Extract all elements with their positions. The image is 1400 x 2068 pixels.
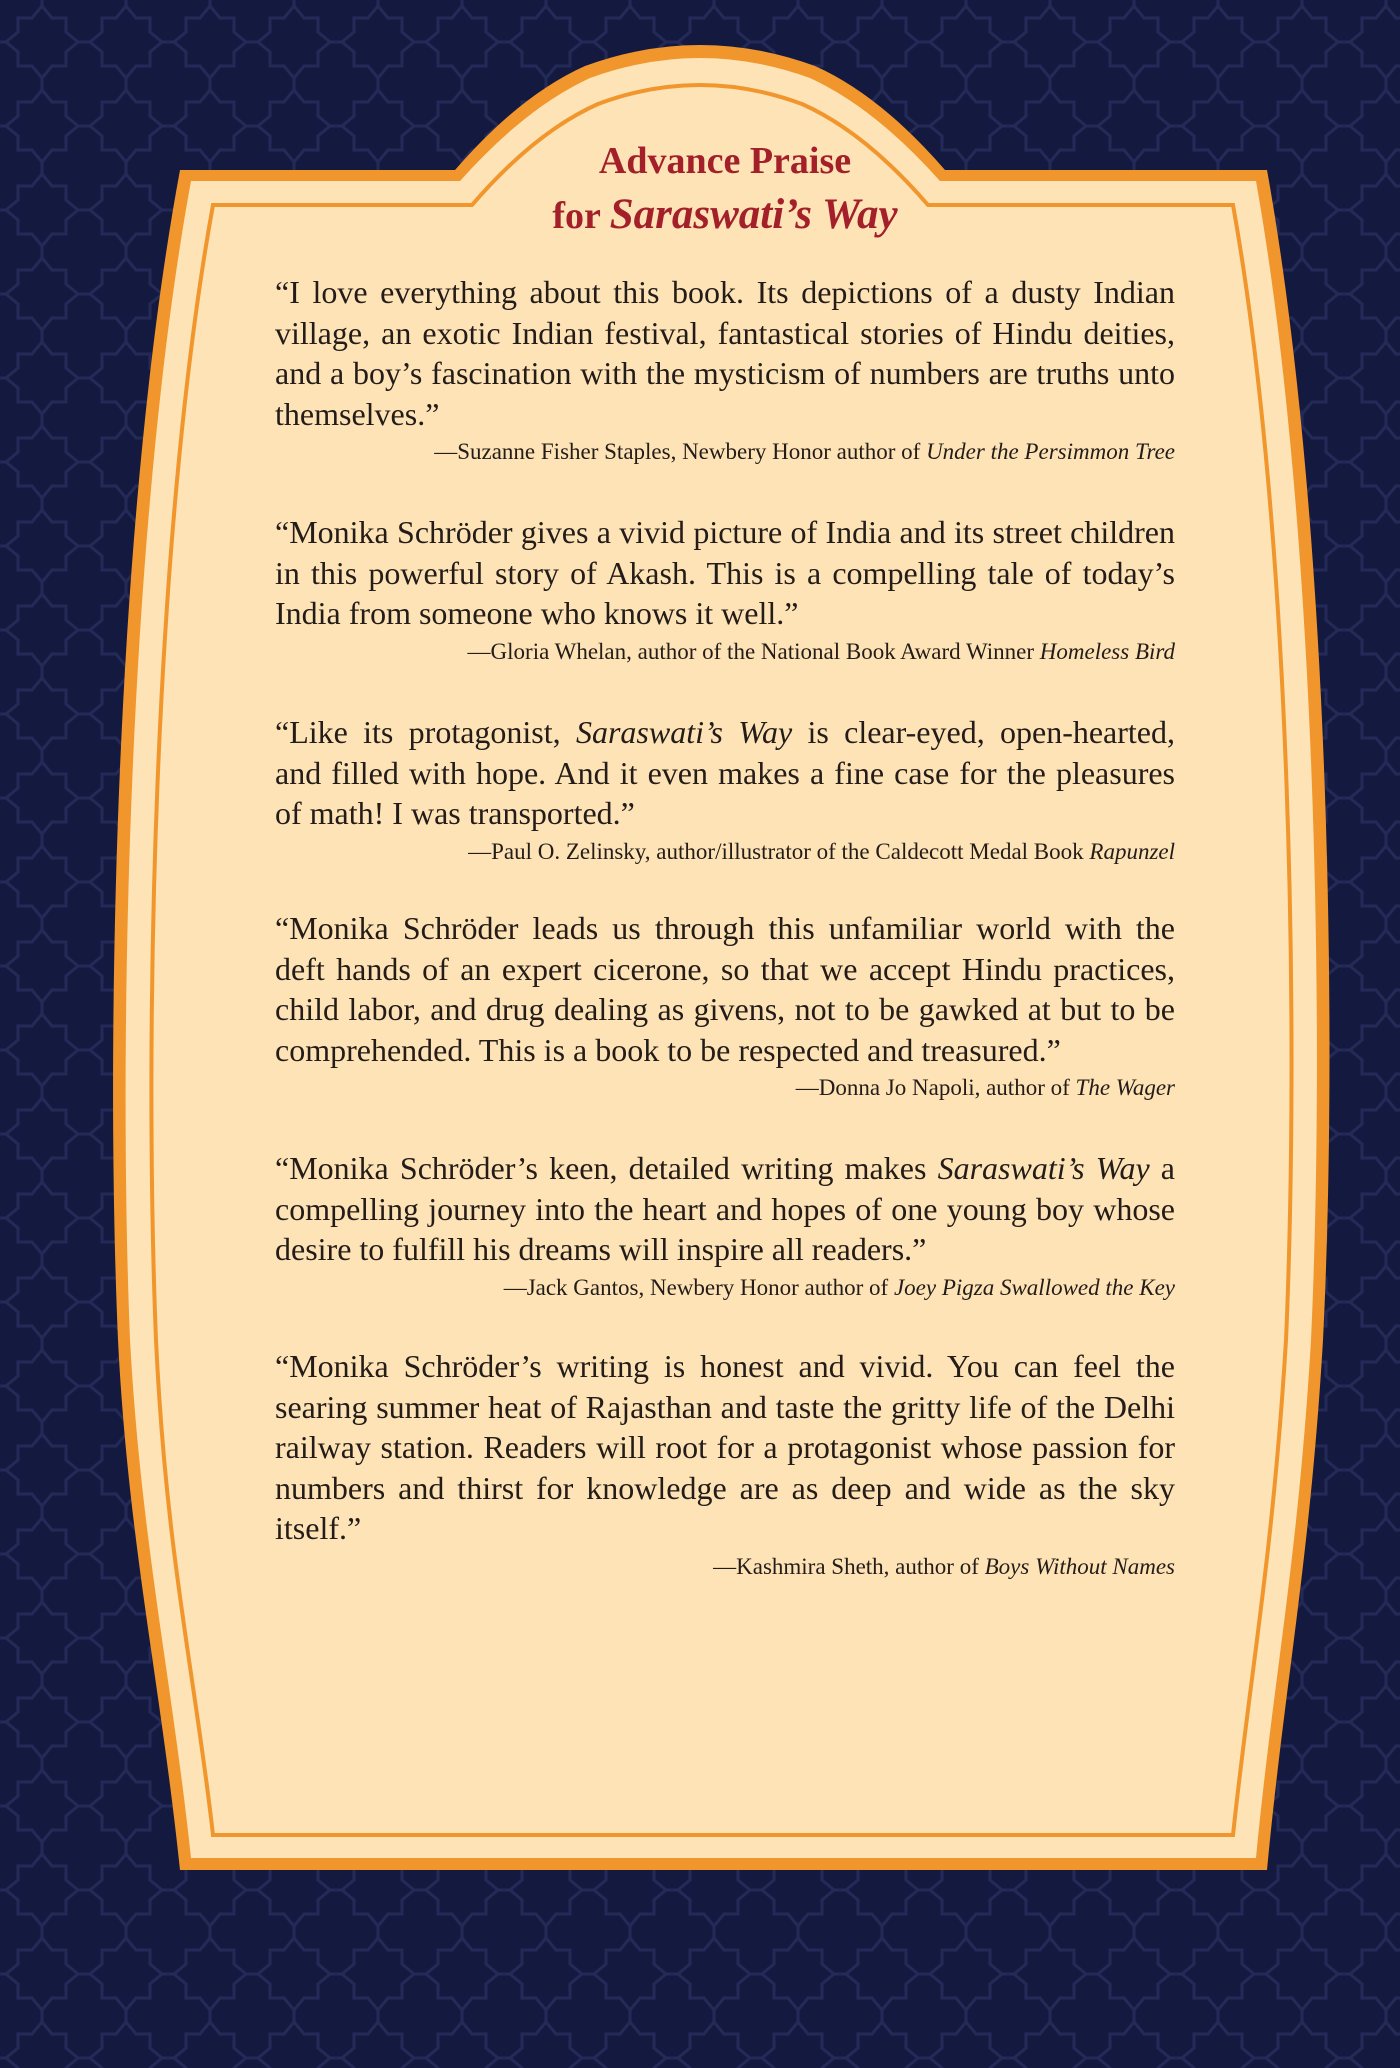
attribution-work: Rapunzel [1089,838,1175,864]
attribution-prefix: —Jack Gantos, Newbery Honor author of [503,1274,894,1300]
header-line1: Advance Praise [598,140,852,182]
quote-text: “I love everything about this book. Its depictions of a dusty Indian village, an exotic Indian festival, fantastical stories of Hindu deities, and a boy’s fascination with the mysticism of numbers are truths unto themselves.” [275,274,1175,432]
attribution-work: The Wager [1075,1075,1175,1100]
quote-text: “Monika Schröder leads us through this unfamiliar world with the deft hands of an expert cicerone, so that we accept Hindu practices, child labor, and drug dealing as givens, not to be gawked at but to be comprehended. This is a book to be respected and treasured.” [275,910,1175,1068]
quote-block-1 [275,272,1175,467]
quote-text [275,712,1175,834]
quote-text-italic: Saraswati’s Way [575,714,793,750]
quote-attribution [275,637,1175,667]
header-line2-prefix: for [552,195,610,237]
quote-text-after: a compelling journey into the heart and hopes of one young boy whose desire to fulfill his dreams will inspire all readers.” [275,1150,1176,1267]
quote-attribution [275,437,1175,467]
praise-content [275,0,1175,2068]
attribution-work: Homeless Bird [1039,638,1175,664]
attribution-work: Joey Pigza Swallowed the Key [893,1274,1175,1300]
attribution-prefix: —Gloria Whelan, author of the National Book Award Winner [467,638,1040,664]
quote-block-4 [275,908,1175,1103]
quote-text-before: “Like its protagonist, [275,714,576,750]
attribution-prefix: —Paul O. Zelinsky, author/illustrator of the Caldecott Medal Book [468,838,1090,864]
quote-text-italic: Saraswati’s Way [937,1150,1150,1186]
quote-attribution [275,1073,1175,1103]
quote-block-6 [275,1346,1175,1582]
attribution-prefix: —Donna Jo Napoli, author of [795,1075,1076,1100]
attribution-prefix: —Kashmira Sheth, author of [713,1553,985,1579]
quote-block-2 [275,512,1175,667]
quote-block-5 [275,1148,1175,1303]
attribution-prefix: —Suzanne Fisher Staples, Newbery Honor author of [434,439,927,464]
header-line2 [275,188,1175,243]
attribution-work: Under the Persimmon Tree [926,439,1175,464]
quote-text-after: is clear-eyed, open-hearted, and filled with hope. And it even makes a fine case for the pleasures of math! I was transported.” [275,714,1176,831]
book-title: Saraswati’s Way [609,191,898,238]
header-title [275,134,1175,243]
quote-block-3 [275,712,1175,867]
quote-attribution [275,1273,1175,1303]
attribution-work: Boys Without Names [984,1553,1175,1579]
quote-text-before: “Monika Schröder’s keen, detailed writing makes [275,1150,938,1186]
quote-attribution [275,837,1175,867]
quote-text: “Monika Schröder’s writing is honest and vivid. You can feel the searing summer heat of Rajasthan and taste the gritty life of the Delhi railway station. Readers will root for a protagonist whose passion for numbers and thirst for knowledge are as deep and wide as the sky itself.” [275,1348,1175,1546]
quote-text: “Monika Schröder gives a vivid picture of India and its street children in this powerful story of Akash. This is a compelling tale of today’s India from someone who knows it well.” [275,514,1175,631]
quote-text [275,1148,1175,1270]
quote-attribution [275,1552,1175,1582]
